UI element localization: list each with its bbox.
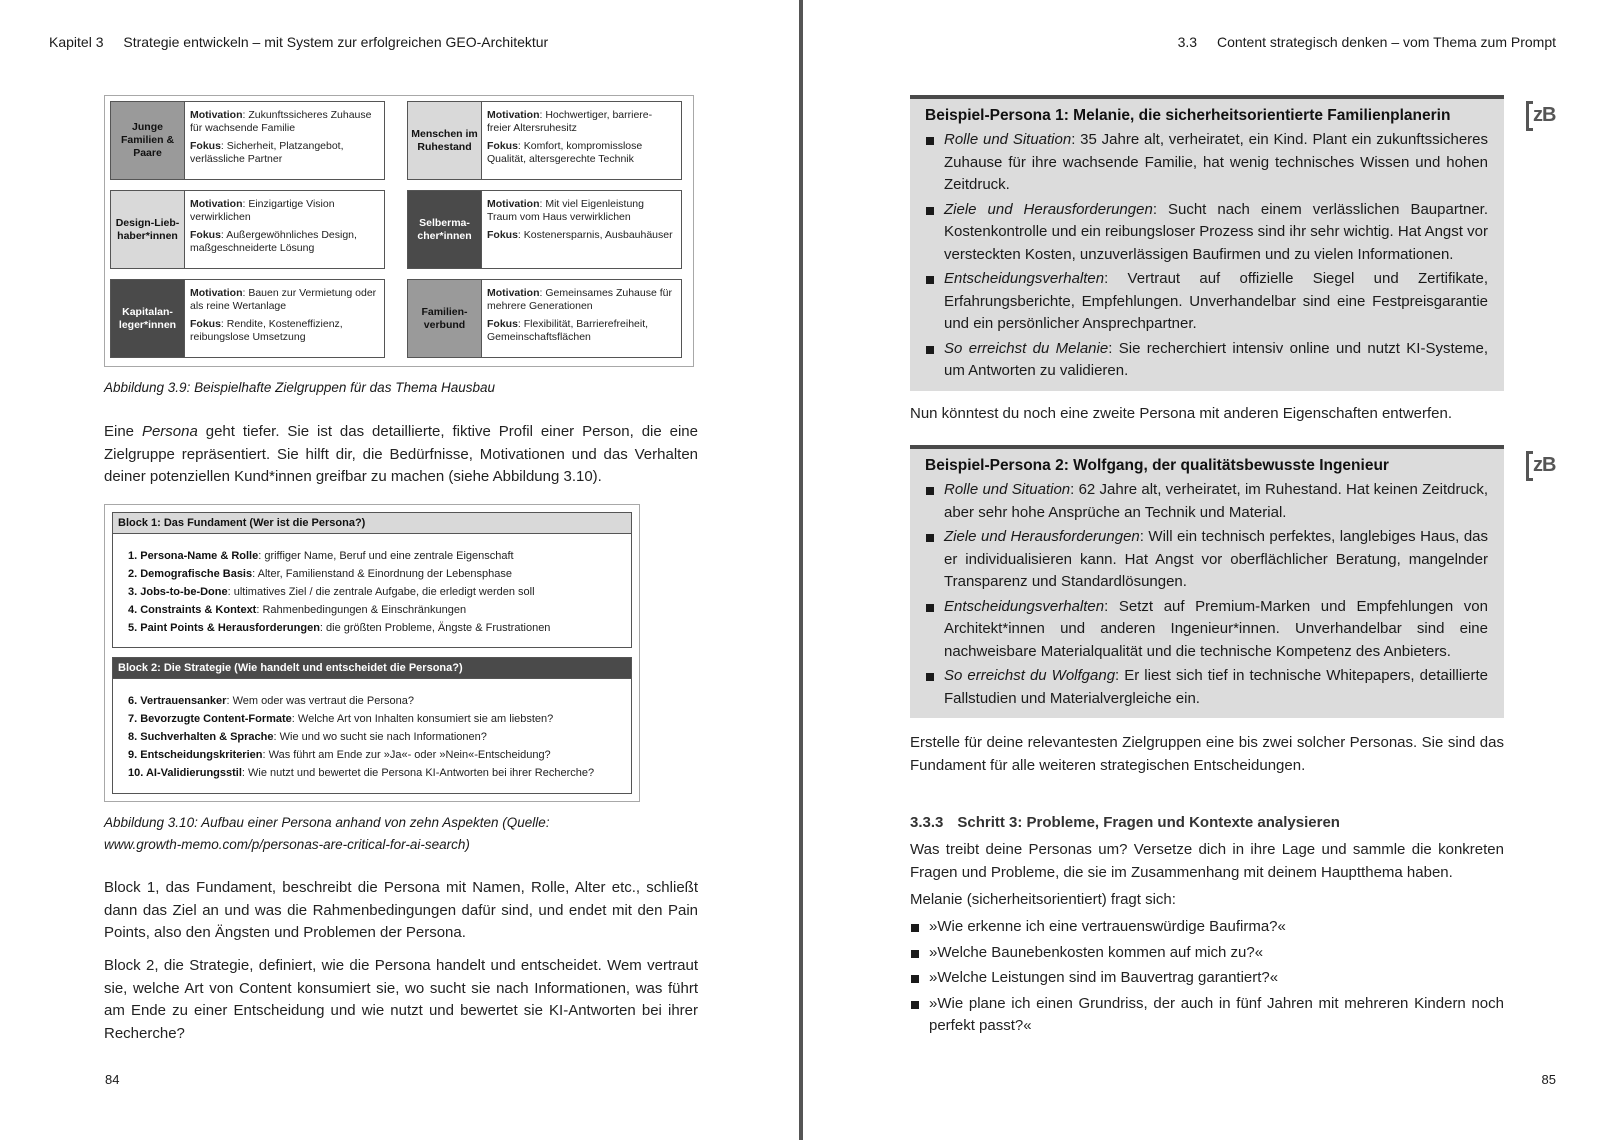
aspect-term: 8. Suchverhalten & Sprache bbox=[128, 731, 274, 743]
motivation-label: Motivation bbox=[487, 287, 540, 299]
attribute-term: Entscheidungsverhalten bbox=[944, 597, 1105, 615]
paragraph-persona bbox=[104, 421, 698, 489]
aspect-desc: : Wie nutzt und bewertet die Persona KI-Antworten bei ihrer Recherche? bbox=[241, 767, 595, 779]
aspect-term: 3. Jobs-to-be-Done bbox=[128, 586, 228, 598]
persona-title: Beispiel-Persona 1: Melanie, die sicherheitsorientierte Familienplanerin bbox=[925, 107, 1451, 124]
fokus-label: Fokus bbox=[487, 229, 518, 241]
aspect-item bbox=[128, 710, 631, 728]
block-fundament bbox=[112, 512, 632, 648]
attribute-text: : Vertraut auf offizielle Siegel und Zertifikate, Erfahrungsberichte, Empfehlungen. Unverhandelbar sind eine Festpreisgarantie und ein persönlicher Ansprechpartner. bbox=[944, 270, 1488, 332]
fokus-text: Kostenersparnis, Ausbauhäuser bbox=[523, 229, 673, 241]
motivation-label: Motivation bbox=[190, 287, 243, 299]
aspect-term: 4. Constraints & Kontext bbox=[128, 604, 257, 616]
fokus-text: Flexibilität, Barrierefreiheit, Gemeinschaftsflächen bbox=[487, 318, 649, 343]
section-heading-title: Schritt 3: Probleme, Fragen und Kontexte analysieren bbox=[957, 814, 1340, 831]
aspect-term: 5. Paint Points & Herausforderungen bbox=[128, 622, 320, 634]
motivation-text: Gemeinsames Zuhause für mehrere Generationen bbox=[487, 287, 672, 312]
aspect-list bbox=[113, 679, 631, 790]
aspect-term: 1. Persona-Name & Rolle bbox=[128, 550, 259, 562]
fokus-text: Außergewöhnliches Design, maßgeschneiderte Lösung bbox=[190, 229, 357, 254]
motivation-label: Motivation bbox=[190, 198, 243, 210]
caption-line: Abbildung 3.10: Aufbau einer Persona anhand von zehn Aspekten (Quelle: bbox=[104, 815, 550, 830]
aspect-term: 6. Vertrauensanker bbox=[128, 695, 227, 707]
target-group-label: Menschen im Ruhestand bbox=[408, 102, 482, 179]
question-item bbox=[910, 942, 1504, 965]
question-text: »Welche Baunebenkosten kommen auf mich zu?« bbox=[929, 943, 1264, 961]
persona-attribute bbox=[925, 129, 1488, 197]
persona-attribute bbox=[925, 596, 1488, 664]
persona-attribute bbox=[925, 199, 1488, 267]
attribute-text: : Setzt auf Premium-Marken und Empfehlungen von Architekt*innen und anderen Ingenieur*innen. Unverhandelbar sind eine nachweisbare Materialqualität und die technische Kompetenz des Anbieters. bbox=[944, 597, 1488, 660]
aspect-desc: : griffiger Name, Beruf und eine zentrale Eigenschaft bbox=[258, 550, 514, 562]
block-title: Block 2: Die Strategie (Wie handelt und entscheidet die Persona?) bbox=[113, 658, 631, 679]
fokus-label: Fokus bbox=[190, 229, 221, 241]
persona-attributes bbox=[925, 129, 1488, 383]
attribute-term: Ziele und Herausforderungen bbox=[944, 200, 1153, 218]
aspect-item bbox=[128, 601, 631, 619]
target-group-body: Motivation: Bauen zur Vermietung oder als reine Wertanlage Fokus: Rendite, Kosteneffizienz, reibungslose Umsetzung bbox=[190, 287, 377, 343]
bullet-icon bbox=[926, 534, 934, 542]
page-divider bbox=[799, 0, 803, 1140]
caption-source-link: www.growth-memo.com/p/personas-are-critical-for-ai-search) bbox=[104, 837, 470, 852]
emphasis-persona: Persona bbox=[141, 423, 198, 440]
attribute-term: Rolle und Situation bbox=[944, 481, 1071, 498]
aspect-list bbox=[113, 534, 631, 645]
aspect-item bbox=[128, 565, 631, 583]
aspect-desc: : Alter, Familienstand & Einordnung der Lebensphase bbox=[252, 568, 513, 580]
motivation-label: Motivation bbox=[487, 198, 540, 210]
motivation-text: Zukunftssicheres Zuhause für wachsende Familie bbox=[190, 109, 372, 134]
persona-attributes bbox=[925, 479, 1488, 710]
bullet-icon bbox=[911, 975, 919, 983]
persona-attribute bbox=[925, 479, 1488, 524]
attribute-text: : Er liest sich tief in technische Whitepapers, detaillierte Fallstudien und Materialvergleiche ein. bbox=[944, 667, 1489, 707]
bullet-icon bbox=[911, 1001, 919, 1009]
paragraph-block1: Block 1, das Fundament, beschreibt die Persona mit Namen, Rolle, Alter etc., schließt dann das Ziel an und was die Rahmenbedingungen dafür sind, und endet mit den Pain Points, also den Ängsten und Problemen der Persona. bbox=[104, 879, 698, 941]
motivation-text: Bauen zur Vermietung oder als reine Wertanlage bbox=[190, 287, 377, 312]
aspect-item bbox=[128, 728, 631, 746]
example-icon bbox=[1526, 101, 1560, 131]
persona-attribute bbox=[925, 665, 1488, 710]
motivation-text: Hochwertiger, barriere-freier Altersruhesitz bbox=[487, 109, 653, 134]
bullet-icon bbox=[926, 207, 934, 215]
question-text: »Welche Leistungen sind im Bauvertrag garantiert?« bbox=[929, 969, 1279, 986]
motivation-text: Mit viel Eigenleistung Traum vom Haus verwirklichen bbox=[487, 198, 644, 223]
fokus-text: Rendite, Kosteneffizienz, reibungslose Umsetzung bbox=[190, 318, 343, 343]
chapter-title: Strategie entwickeln – mit System zur erfolgreichen GEO-Architektur bbox=[123, 34, 549, 50]
aspect-term: 7. Bevorzugte Content-Formate bbox=[128, 713, 292, 725]
motivation-label: Motivation bbox=[190, 109, 243, 121]
aspect-desc: : Welche Art von Inhalten konsumiert sie am liebsten? bbox=[291, 713, 554, 725]
target-group-card bbox=[110, 190, 385, 269]
fokus-text: Sicherheit, Platzangebot, verlässliche Partner bbox=[190, 140, 344, 165]
attribute-text: : 35 Jahre alt, verheiratet, ein Kind. Plant ein zukunftssicheres Zuhause für ihre wachsende Familie, hat wenig technisches Wissen und hohen Zeitdruck. bbox=[944, 131, 1489, 193]
target-group-body: Motivation: Hochwertiger, barriere-freier Altersruhesitz Fokus: Komfort, kompromisslose Qualität, altersgerechte Technik bbox=[487, 109, 653, 165]
text-run: geht tiefer. Sie ist das detaillierte, fiktive Profil einer Person, die eine Zielgruppe repräsentiert. Sie hilft dir, die Bedürfnisse, Motivationen und das Verhalten deiner potenziellen Kund*innen greifbar zu machen (siehe Abbildung 3.10). bbox=[104, 423, 698, 485]
figure-caption bbox=[104, 812, 550, 856]
fokus-label: Fokus bbox=[190, 318, 221, 330]
section-title: Content strategisch denken – vom Thema zum Prompt bbox=[1216, 34, 1556, 50]
block-strategie bbox=[112, 657, 632, 794]
attribute-text: : Sie recherchiert intensiv online und nutzt KI-Systeme, um Antworten zu validieren. bbox=[944, 339, 1488, 379]
aspect-item bbox=[128, 547, 631, 565]
aspect-item bbox=[128, 692, 631, 710]
persona-attribute bbox=[925, 338, 1488, 383]
bracket-shape bbox=[1526, 101, 1533, 131]
target-group-label: Design-Lieb-haber*innen bbox=[111, 191, 185, 268]
motivation-label: Motivation bbox=[487, 109, 540, 121]
bullet-icon bbox=[911, 950, 919, 958]
target-group-label: Kapitalan-leger*innen bbox=[111, 280, 185, 357]
aspect-desc: : ultimatives Ziel / die zentrale Aufgabe, die erledigt werden soll bbox=[227, 586, 535, 598]
example-icon bbox=[1526, 451, 1560, 481]
question-list bbox=[910, 916, 1504, 1041]
bullet-icon bbox=[926, 487, 934, 495]
persona-box-melanie bbox=[910, 95, 1504, 391]
attribute-text: : Sucht nach einem verlässlichen Baupartner. Kostenkontrolle und ein reibungsloser Prozess sind ihr sehr wichtig. Hat Angst vor versteckten Kosten, unzuverlässigen Baufirmen und zu vielen Informationen. bbox=[944, 200, 1489, 263]
page-number: 85 bbox=[1541, 1072, 1556, 1087]
aspect-desc: : Wem oder was vertraut die Persona? bbox=[226, 695, 414, 707]
fokus-text: Komfort, kompromisslose Qualität, altersgerechte Technik bbox=[487, 140, 643, 165]
paragraph-intro: Was treibt deine Personas um? Versetze dich in ihre Lage und sammle die konkreten Fragen und Probleme, die sie im Zusammenhang mit deinem Hauptthema haben. bbox=[910, 841, 1504, 881]
chapter-label: Kapitel 3 bbox=[49, 34, 104, 50]
example-icon-label: zB bbox=[1533, 454, 1556, 476]
target-group-body: Motivation: Zukunftssicheres Zuhause für wachsende Familie Fokus: Sicherheit, Platzangebot, verlässliche Partner bbox=[190, 109, 372, 165]
question-text: »Wie plane ich einen Grundriss, der auch in fünf Jahren mit mehreren Kindern noch perfekt passt?« bbox=[929, 994, 1504, 1034]
attribute-term: So erreichst du Melanie bbox=[944, 339, 1109, 357]
attribute-text: : Will ein technisch perfektes, langlebiges Haus, das er individualisieren kann. Hat Angst vor oberflächlicher Beratung, mangelnder Transparenz und Standardlösungen. bbox=[944, 528, 1489, 590]
figure-caption: Abbildung 3.9: Beispielhafte Zielgruppen für das Thema Hausbau bbox=[104, 380, 495, 395]
bullet-icon bbox=[926, 604, 934, 612]
target-group-card bbox=[110, 101, 385, 180]
bullet-icon bbox=[926, 346, 934, 354]
bullet-icon bbox=[926, 673, 934, 681]
bracket-shape bbox=[1526, 451, 1533, 481]
attribute-term: Ziele und Herausforderungen bbox=[944, 528, 1140, 545]
running-head-right bbox=[1178, 34, 1556, 50]
bullet-icon bbox=[926, 137, 934, 145]
target-group-label: Familien-verbund bbox=[408, 280, 482, 357]
aspect-item bbox=[128, 583, 631, 601]
example-icon-label: zB bbox=[1533, 104, 1556, 126]
aspect-term: 9. Entscheidungskriterien bbox=[128, 749, 263, 761]
target-group-body: Motivation: Gemeinsames Zuhause für mehrere Generationen Fokus: Flexibilität, Barrierefreiheit, Gemeinschaftsflächen bbox=[487, 287, 672, 343]
target-group-card bbox=[110, 279, 385, 358]
attribute-term: Entscheidungsverhalten bbox=[944, 270, 1105, 287]
target-group-card bbox=[407, 190, 682, 269]
question-item bbox=[910, 967, 1504, 990]
aspect-desc: : Rahmenbedingungen & Einschränkungen bbox=[256, 604, 467, 616]
question-item bbox=[910, 993, 1504, 1038]
question-text: »Wie erkenne ich eine vertrauenswürdige Baufirma?« bbox=[929, 918, 1286, 935]
aspect-item bbox=[128, 764, 631, 782]
text-run: Eine bbox=[104, 423, 142, 440]
attribute-term: So erreichst du Wolfgang bbox=[944, 667, 1116, 684]
fokus-label: Fokus bbox=[487, 140, 518, 152]
persona-attribute bbox=[925, 268, 1488, 336]
aspect-desc: : Was führt am Ende zur »Ja«- oder »Nein«-Entscheidung? bbox=[262, 749, 551, 761]
aspect-term: 10. AI-Validierungsstil bbox=[128, 767, 242, 779]
right-page bbox=[806, 0, 1600, 1140]
target-group-card bbox=[407, 279, 682, 358]
paragraph-second-persona: Nun könntest du noch eine zweite Persona mit anderen Eigenschaften entwerfen. bbox=[910, 405, 1453, 422]
bullet-icon bbox=[926, 276, 934, 284]
paragraph-create-personas: Erstelle für deine relevantesten Zielgruppen eine bis zwei solcher Personas. Sie sind das Fundament für alle weiteren strategischen Entscheidungen. bbox=[910, 734, 1504, 774]
target-group-body: Motivation: Mit viel Eigenleistung Traum vom Haus verwirklichen Fokus: Kostenersparnis, Ausbauhäuser bbox=[487, 198, 673, 241]
attribute-term: Rolle und Situation bbox=[944, 131, 1072, 148]
section-heading-number: 3.3.3 bbox=[910, 814, 944, 831]
aspect-desc: : die größten Probleme, Ängste & Frustrationen bbox=[319, 622, 551, 634]
aspect-item bbox=[128, 746, 631, 764]
target-group-card bbox=[407, 101, 682, 180]
target-group-label: Junge Familien & Paare bbox=[111, 102, 185, 179]
page-number: 84 bbox=[105, 1072, 120, 1087]
running-head-left bbox=[49, 34, 548, 50]
figure-target-groups bbox=[104, 95, 694, 367]
figure-persona-structure bbox=[104, 504, 640, 802]
persona-box-wolfgang bbox=[910, 445, 1504, 718]
section-heading bbox=[910, 814, 1340, 831]
target-group-label: Selberma-cher*innen bbox=[408, 191, 482, 268]
persona-attribute bbox=[925, 526, 1488, 594]
bullet-icon bbox=[911, 924, 919, 932]
paragraph-block2: Block 2, die Strategie, definiert, wie die Persona handelt und entscheidet. Wem vertraut sie, welche Art von Content konsumiert sie, wo sucht sie nach Informationen, was führt am Ende zu einer Entscheidung und wie nutzt und bewertet sie KI-Antworten bei ihrer Recherche? bbox=[104, 957, 698, 1042]
section-number: 3.3 bbox=[1177, 34, 1198, 50]
aspect-desc: : Wie und wo sucht sie nach Informationen? bbox=[273, 731, 487, 743]
target-group-body: Motivation: Einzigartige Vision verwirklichen Fokus: Außergewöhnliches Design, maßgeschneiderte Lösung bbox=[190, 198, 357, 254]
aspect-term: 2. Demografische Basis bbox=[128, 568, 253, 580]
persona-title: Beispiel-Persona 2: Wolfgang, der qualitätsbewusste Ingenieur bbox=[925, 457, 1389, 474]
fokus-label: Fokus bbox=[487, 318, 518, 330]
attribute-text: : 62 Jahre alt, verheiratet, im Ruhestand. Hat keinen Zeitdruck, aber sehr hohe Ansprüche an Technik und Material. bbox=[944, 481, 1488, 521]
fokus-label: Fokus bbox=[190, 140, 221, 152]
paragraph-melanie-asks: Melanie (sicherheitsorientiert) fragt sich: bbox=[910, 891, 1176, 908]
aspect-item bbox=[128, 619, 631, 637]
block-title: Block 1: Das Fundament (Wer ist die Persona?) bbox=[113, 513, 631, 534]
motivation-text: Einzigartige Vision verwirklichen bbox=[190, 198, 335, 223]
question-item bbox=[910, 916, 1504, 939]
